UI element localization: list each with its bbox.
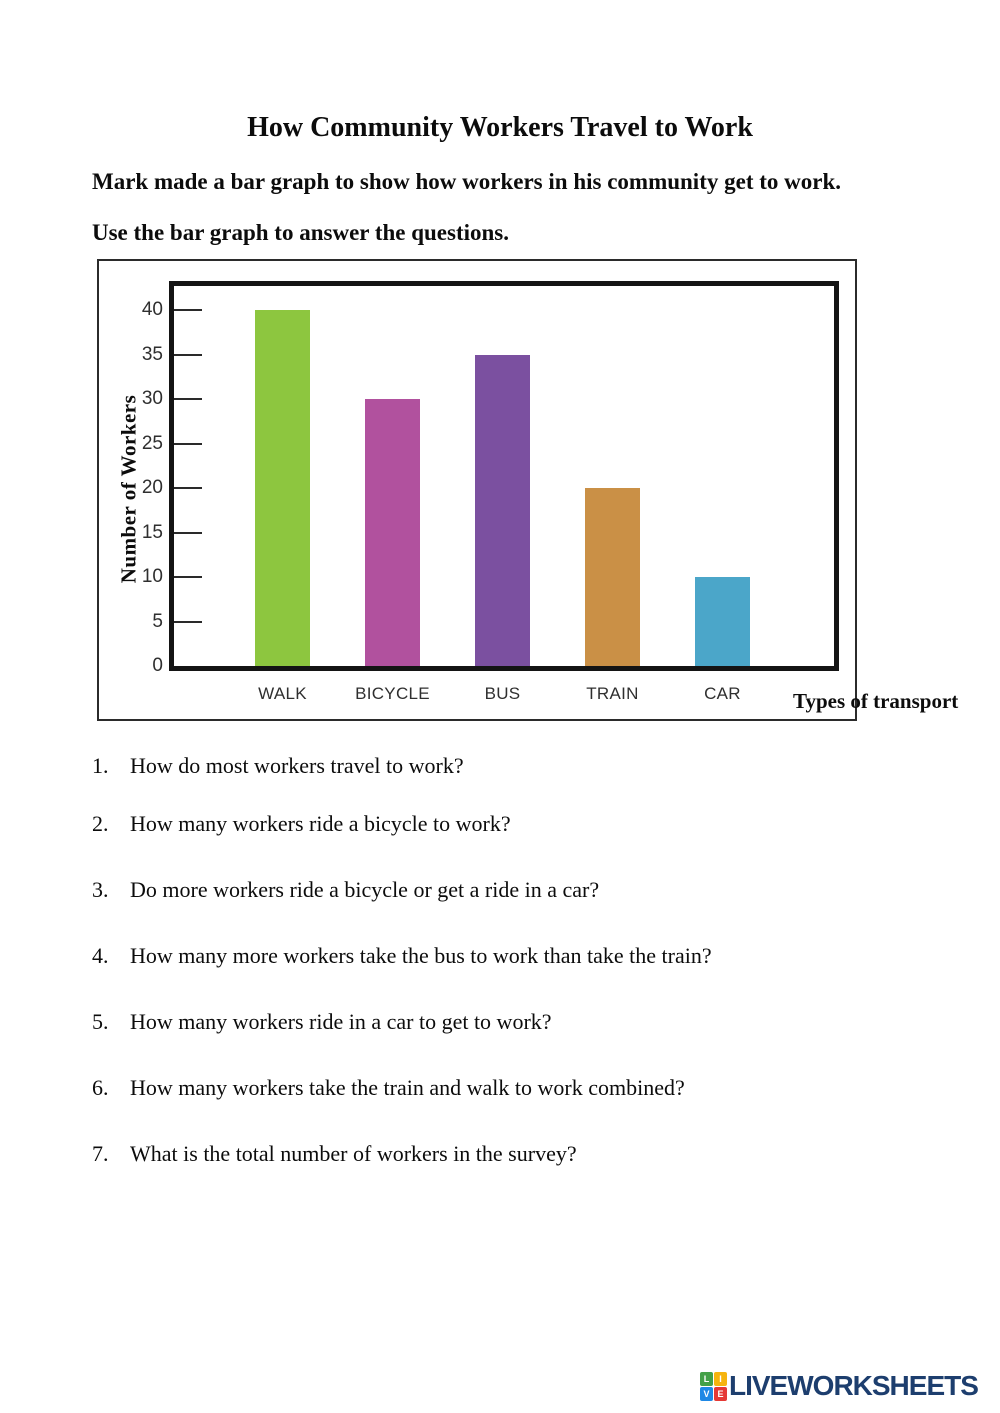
y-tick-label: 5 xyxy=(152,610,163,632)
x-category-label-car: CAR xyxy=(704,684,741,704)
instruction-text: Use the bar graph to answer the questions. xyxy=(92,220,510,246)
question-number: 3. xyxy=(92,877,109,903)
y-tick-mark xyxy=(174,398,202,400)
y-tick-mark xyxy=(174,621,202,623)
page-title: How Community Workers Travel to Work xyxy=(247,112,753,143)
y-tick-mark xyxy=(174,354,202,356)
question-item xyxy=(92,752,940,780)
question-item xyxy=(92,942,940,970)
brand-name: LIVEWORKSHEETS xyxy=(729,1370,978,1401)
y-tick-mark xyxy=(174,576,202,578)
x-axis-title: Types of transport xyxy=(793,689,959,714)
question-text: Do more workers ride a bicycle or get a ride in a car? xyxy=(130,877,600,903)
question-text: How many workers ride a bicycle to work? xyxy=(130,811,511,837)
question-number: 1. xyxy=(92,753,109,779)
y-tick-label: 20 xyxy=(141,477,163,499)
bar-bicycle xyxy=(365,399,420,666)
bar-chart xyxy=(97,259,959,721)
question-number: 2. xyxy=(92,811,109,837)
x-category-label-bicycle: BICYCLE xyxy=(355,684,430,704)
y-tick-label: 30 xyxy=(141,388,163,410)
question-number: 4. xyxy=(92,943,109,969)
question-text: How many workers ride in a car to get to work? xyxy=(130,1009,552,1035)
y-tick-mark xyxy=(174,532,202,534)
question-item xyxy=(92,1074,940,1102)
y-tick-label: 15 xyxy=(141,521,163,543)
y-axis-title: Number of Workers xyxy=(116,394,141,584)
bar-walk xyxy=(255,310,310,666)
y-tick-mark xyxy=(174,487,202,489)
question-text: What is the total number of workers in the survey? xyxy=(130,1141,577,1167)
question-item xyxy=(92,1008,940,1036)
y-tick-label: 35 xyxy=(141,343,163,365)
question-item xyxy=(92,876,940,904)
x-category-label-train: TRAIN xyxy=(586,684,639,704)
question-text: How many workers take the train and walk to work combined? xyxy=(130,1075,685,1101)
plot-area xyxy=(169,281,839,671)
y-tick-label: 25 xyxy=(141,432,163,454)
question-item xyxy=(92,810,940,838)
y-tick-label: 40 xyxy=(141,299,163,321)
logo-letter-i: I xyxy=(714,1372,727,1386)
x-category-label-walk: WALK xyxy=(258,684,307,704)
question-number: 6. xyxy=(92,1075,109,1101)
bar-train xyxy=(585,488,640,666)
logo-letter-v: V xyxy=(700,1387,713,1401)
liveworksheets-icon xyxy=(700,1372,727,1401)
x-category-label-bus: BUS xyxy=(484,684,521,704)
logo-letter-e: E xyxy=(714,1387,727,1401)
question-text: How many more workers take the bus to work than take the train? xyxy=(130,943,712,969)
y-tick-label: 10 xyxy=(141,566,163,588)
intro-text: Mark made a bar graph to show how workers in his community get to work. xyxy=(92,169,841,194)
question-item xyxy=(92,1140,940,1168)
logo-letter-l: L xyxy=(700,1372,713,1386)
y-tick-mark xyxy=(174,309,202,311)
question-text: How do most workers travel to work? xyxy=(130,753,464,779)
y-tick-label: 0 xyxy=(152,655,163,677)
bar-car xyxy=(695,577,750,666)
question-number: 7. xyxy=(92,1141,109,1167)
question-number: 5. xyxy=(92,1009,109,1035)
liveworksheets-logo[interactable] xyxy=(700,1370,978,1402)
y-tick-mark xyxy=(174,443,202,445)
bar-bus xyxy=(475,355,530,667)
question-list xyxy=(92,752,940,1168)
